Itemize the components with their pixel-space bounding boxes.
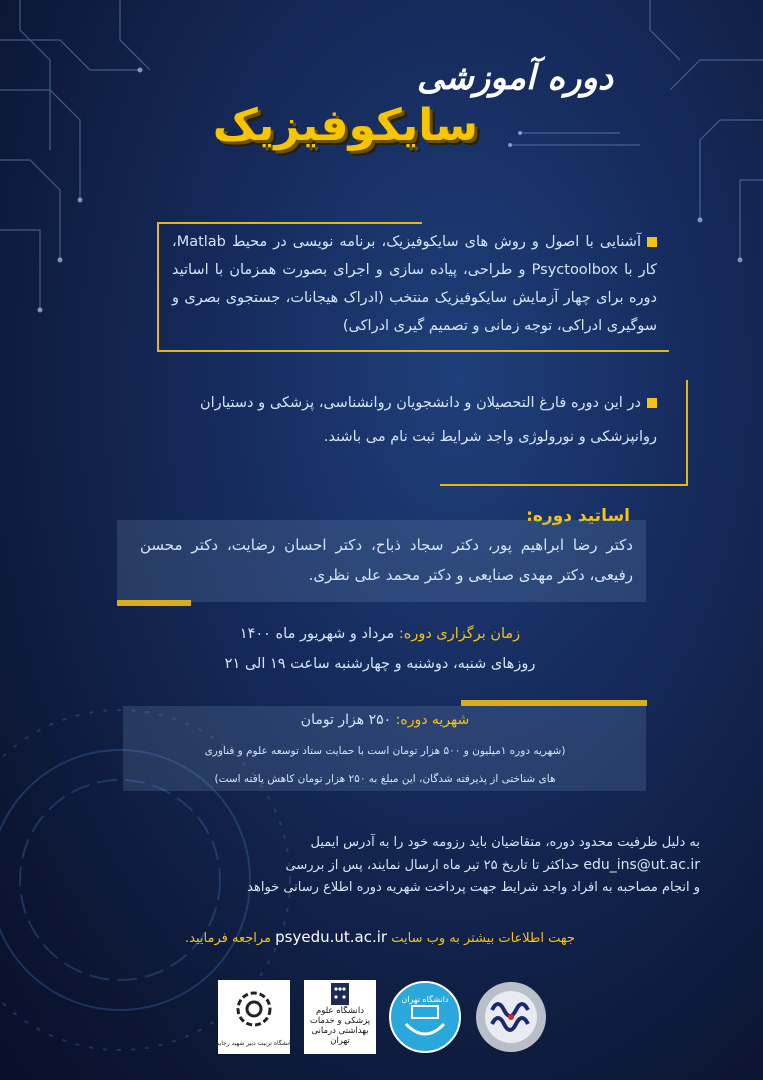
- email-link[interactable]: edu_ins@ut.ac.ir: [583, 857, 700, 873]
- accent-bar: [117, 600, 191, 606]
- tums-logo: [304, 980, 376, 1054]
- website-line: [150, 928, 610, 946]
- application-line-1: به دلیل ظرفیت محدود دوره، متقاضیان باید رزومه خود را به آدرس ایمیل: [310, 835, 700, 850]
- intro-paragraph-1-text: آشنایی با اصول و روش های سایکوفیزیک، برنامه نویسی در محیط Matlab، کار با Psyctoolbox و طراحی، پیاده سازی و اجرای بصورت همزمان با اساتید دوره برای چهار آزمایش سایکوفیزیک منتخب (ادراک هیجانات، جستجوی بصری و سوگیری ادراکی، توجه زمانی و تصمیم گیری ادراکی): [172, 234, 657, 334]
- website-after: مراجعه فرمایید.: [185, 931, 272, 946]
- fee-label: شهریه دوره:: [395, 712, 470, 728]
- intro-paragraph-2: [200, 386, 657, 454]
- fee-line: [130, 712, 640, 728]
- bullet-icon: [647, 398, 657, 408]
- application-line-2-text: حداکثر تا تاریخ ۲۵ تیر ماه ارسال نمایند، پس از بررسی: [285, 858, 580, 873]
- schedule-months: مرداد و شهریور ماه ۱۴۰۰: [239, 626, 395, 642]
- instructors-names: دکتر رضا ابراهیم پور، دکتر سجاد ذباح، دکتر احسان رضایت، دکتر محسن رفیعی، دکتر مهدی صنایعی و دکتر محمد علی نظری.: [140, 536, 633, 584]
- bullet-icon: [647, 237, 657, 247]
- title-line2: سایکوفیزیک: [212, 100, 478, 151]
- application-line-3: و انجام مصاحبه به افراد واجد شرایط جهت پرداخت شهریه دوره اطلاع رسانی خواهد: [247, 880, 700, 895]
- instructors-label: اساتید دوره:: [526, 506, 630, 526]
- university-of-tehran-logo: [389, 980, 461, 1054]
- intro-paragraph-2-text: در این دوره فارغ التحصیلان و دانشجویان روانشناسی، پزشکی و دستیاران روانپزشکی و نورولوژی واجد شرایط ثبت نام می باشند.: [200, 395, 657, 445]
- schedule-months-line: [150, 626, 610, 642]
- cognitive-sciences-council-logo: [475, 980, 547, 1054]
- fee-note: (شهریه دوره ۱میلیون و ۵۰۰ هزار تومان است با حمایت ستاد توسعه علوم و فناوری های شناختی از پذیرفته شدگان، این مبلغ به ۲۵۰ هزار تومان کاهش یافته است): [204, 745, 566, 785]
- application-info: [170, 832, 700, 899]
- intro-paragraph-1: [172, 228, 657, 340]
- schedule-label: زمان برگزاری دوره:: [398, 626, 521, 642]
- title-line1: دوره آموزشی: [416, 58, 613, 98]
- logo-text: دانشگاه علوم پزشکی و خدمات بهداشتی درمانی تهران: [309, 1006, 371, 1046]
- rajaee-university-logo: [214, 980, 294, 1054]
- website-link[interactable]: psyedu.ut.ac.ir: [275, 928, 388, 946]
- tums-emblem-icon: [330, 982, 350, 1006]
- schedule-days: روزهای شنبه، دوشنبه و چهارشنبه ساعت ۱۹ الی ۲۱: [224, 656, 536, 672]
- website-before: جهت اطلاعات بیشتر به وب سایت: [391, 931, 575, 946]
- intro-frame-1-top: [157, 222, 422, 224]
- logo-text: دانشگاه تهران: [401, 995, 449, 1004]
- fee-amount: ۲۵۰ هزار تومان: [300, 712, 392, 728]
- application-line-2: [170, 854, 700, 877]
- logo-text: دانشگاه تربیت دبیر شهید رجایی: [214, 1040, 294, 1047]
